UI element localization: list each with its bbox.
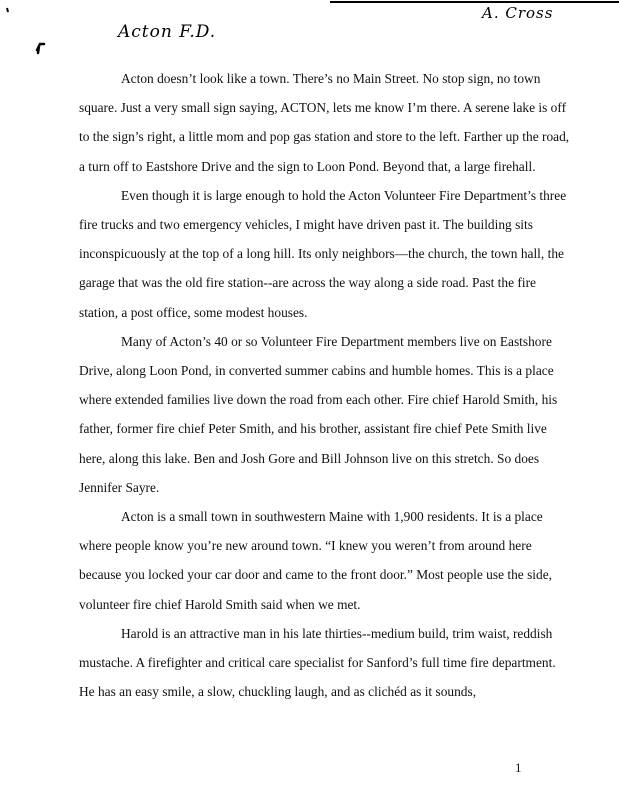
paragraph: Even though it is large enough to hold the Acton Volunteer Fire Department’s three fire trucks and two emergency vehicles, I might have driven past it. The building sits inconspicuously at the top of a long hill. Its only neighbors—the church, the town hall, the garage that was the old fire station--are across the way along a side road. Past the fire station, a post office, some modest houses.	[79, 187, 567, 320]
paragraph: Acton is a small town in southwestern Maine with 1,900 residents. It is a place where people know you’re new around town. “I knew you weren’t from around here because you locked your car door and came to the front door.” Most people use the side, volunteer fire chief Harold Smith said when we met.	[79, 509, 552, 612]
body-text	[79, 64, 571, 706]
stray-mark-left	[37, 44, 44, 53]
paragraph: Acton doesn’t look like a town. There’s no Main Street. No stop sign, no town square. Just a very small sign saying, ACTON, lets me know I’m there. A serene lake is off to the sign’s right, a little mom and pop gas station and store to the left. Farther up the road, a turn off to Eastshore Drive and the sign to Loon Pond. Beyond that, a large firehall.	[79, 71, 570, 174]
handwritten-author: A. Cross	[482, 4, 554, 22]
paragraph: Harold is an attractive man in his late thirties--medium build, trim waist, reddish mustache. A firefighter and critical care specialist for Sanford’s full time fire department. He has an easy smile, a slow, chuckling laugh, and as clichéd as it sounds,	[79, 625, 556, 700]
page-number: 1	[515, 760, 522, 775]
paragraph: Many of Acton’s 40 or so Volunteer Fire Department members live on Eastshore Drive, along Loon Pond, in converted summer cabins and humble homes. This is a place where extended families live down the road from each other. Fire chief Harold Smith, his father, former fire chief Peter Smith, and his brother, assistant fire chief Pete Smith live here, along this lake. Ben and Josh Gore and Bill Johnson live on this stretch. So does Jennifer Sayre.	[79, 333, 558, 495]
handwritten-title: Acton F.D.	[118, 22, 217, 42]
stray-mark-top-left	[7, 8, 8, 12]
